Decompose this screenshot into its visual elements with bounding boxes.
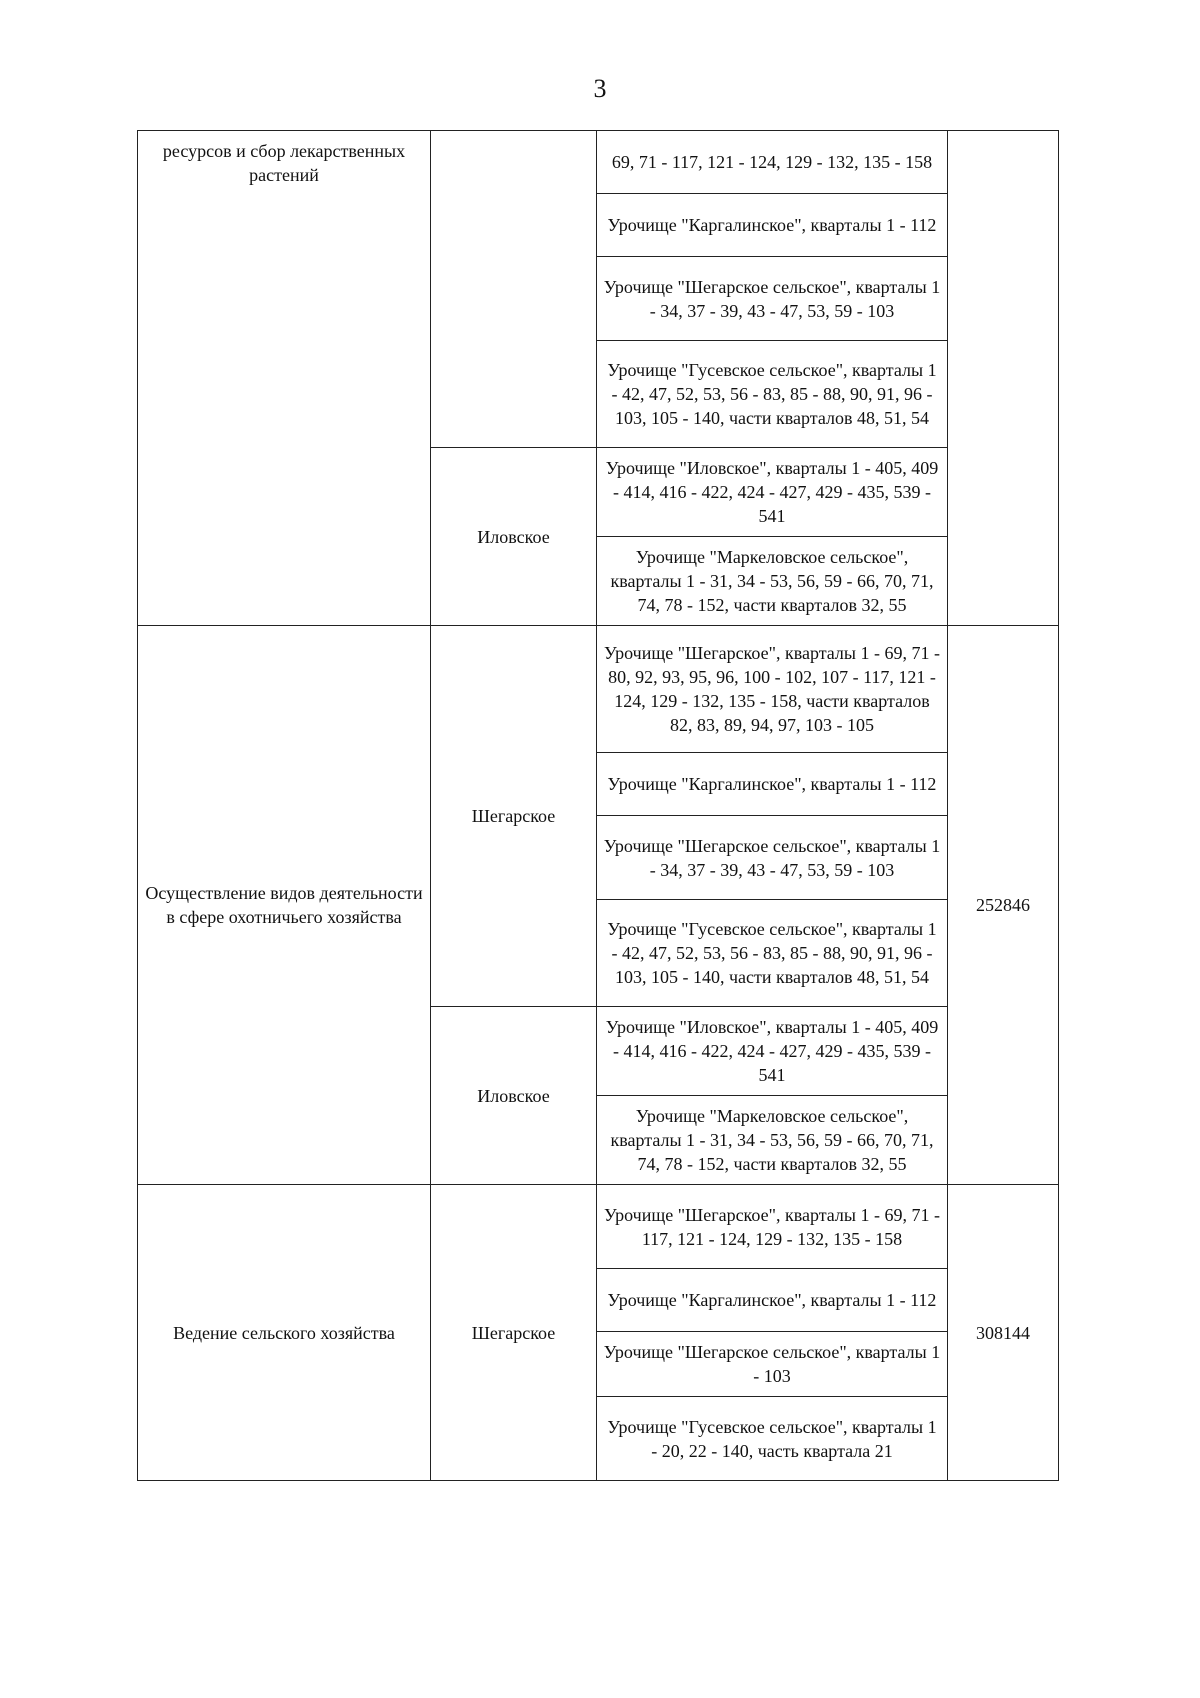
location-cell: Урочище "Шегарское сельское", кварталы 1 - 34, 37 - 39, 43 - 47, 53, 59 - 103 [597, 816, 948, 900]
location-cell: 69, 71 - 117, 121 - 124, 129 - 132, 135 - 158 [597, 131, 948, 194]
location-cell: Урочище "Гусевское сельское", кварталы 1 - 42, 47, 52, 53, 56 - 83, 85 - 88, 90, 91, 96 - 103, 105 - 140, части кварталов 48, 51, 54 [597, 341, 948, 448]
table-row [138, 131, 1059, 194]
location-cell: Урочище "Маркеловское сельское", кварталы 1 - 31, 34 - 53, 56, 59 - 66, 70, 71, 74, 78 - 152, части кварталов 32, 55 [597, 1096, 948, 1185]
table-row [138, 626, 1059, 753]
location-cell: Урочище "Каргалинское", кварталы 1 - 112 [597, 753, 948, 816]
forest-use-table [137, 130, 1059, 1481]
activity-cell: Ведение сельского хозяйства [138, 1185, 431, 1481]
area-cell: 252846 [948, 626, 1059, 1185]
activity-cell: Осуществление видов деятельности в сфере охотничьего хозяйства [138, 626, 431, 1185]
forestry-cell: Иловское [431, 448, 597, 626]
page-number: 3 [593, 74, 607, 103]
location-cell: Урочище "Маркеловское сельское", кварталы 1 - 31, 34 - 53, 56, 59 - 66, 70, 71, 74, 78 - 152, части кварталов 32, 55 [597, 537, 948, 626]
location-cell: Урочище "Иловское", кварталы 1 - 405, 409 - 414, 416 - 422, 424 - 427, 429 - 435, 539 - 541 [597, 448, 948, 537]
area-cell: 308144 [948, 1185, 1059, 1481]
forestry-cell: Иловское [431, 1007, 597, 1185]
location-cell: Урочище "Гусевское сельское", кварталы 1 - 42, 47, 52, 53, 56 - 83, 85 - 88, 90, 91, 96 - 103, 105 - 140, части кварталов 48, 51, 54 [597, 900, 948, 1007]
location-cell: Урочище "Каргалинское", кварталы 1 - 112 [597, 1269, 948, 1332]
table-row [138, 1185, 1059, 1269]
location-cell: Урочище "Иловское", кварталы 1 - 405, 409 - 414, 416 - 422, 424 - 427, 429 - 435, 539 - 541 [597, 1007, 948, 1096]
location-cell: Урочище "Шегарское", кварталы 1 - 69, 71 - 117, 121 - 124, 129 - 132, 135 - 158 [597, 1185, 948, 1269]
forestry-cell [431, 131, 597, 448]
location-cell: Урочище "Шегарское", кварталы 1 - 69, 71 - 80, 92, 93, 95, 96, 100 - 102, 107 - 117, 121 - 124, 129 - 132, 135 - 158, части кварталов 82, 83, 89, 94, 97, 103 - 105 [597, 626, 948, 753]
location-cell: Урочище "Гусевское сельское", кварталы 1 - 20, 22 - 140, часть квартала 21 [597, 1397, 948, 1481]
activity-cell: ресурсов и сбор лекарственных растений [138, 131, 431, 626]
location-cell: Урочище "Шегарское сельское", кварталы 1 - 103 [597, 1332, 948, 1397]
forestry-cell: Шегарское [431, 626, 597, 1007]
location-cell: Урочище "Шегарское сельское", кварталы 1 - 34, 37 - 39, 43 - 47, 53, 59 - 103 [597, 257, 948, 341]
forestry-cell: Шегарское [431, 1185, 597, 1481]
area-cell [948, 131, 1059, 626]
location-cell: Урочище "Каргалинское", кварталы 1 - 112 [597, 194, 948, 257]
